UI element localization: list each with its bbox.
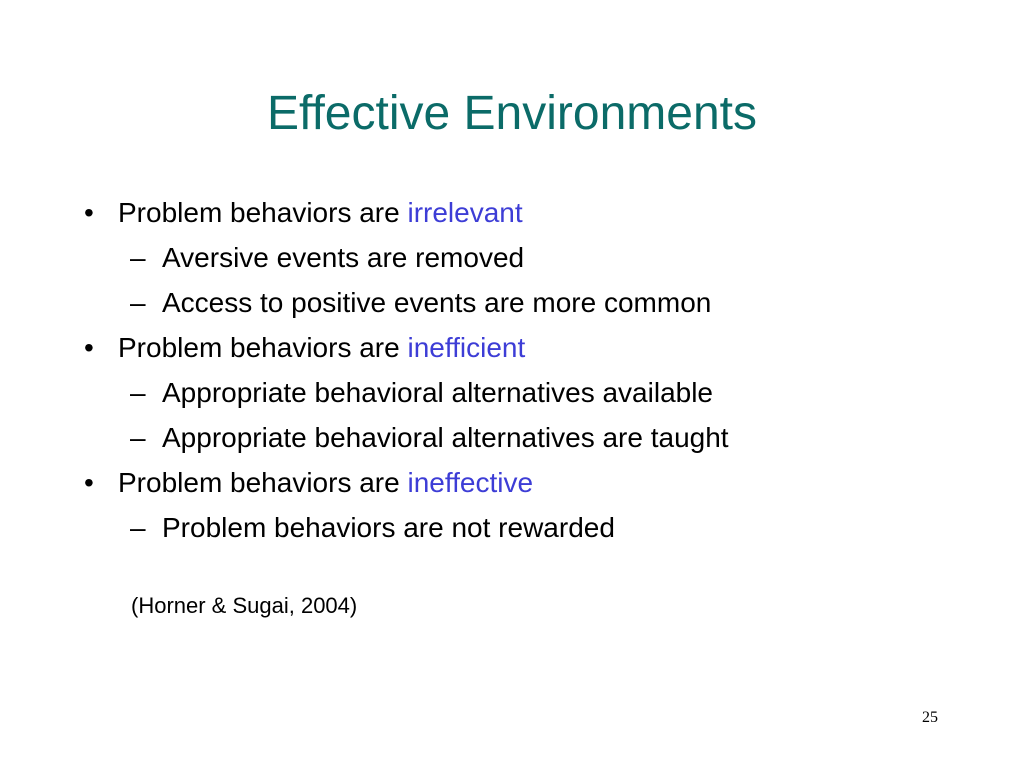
sub-bullet-marker: – [130, 422, 146, 453]
bullet-text: Problem behaviors are [118, 197, 408, 228]
sub-bullet-marker: – [130, 512, 146, 543]
sub-bullet-item: Aversive events are removed [162, 242, 525, 273]
sub-bullet-item: Access to positive events are more common [162, 287, 712, 318]
sub-bullet-item: Appropriate behavioral alternatives available [162, 377, 714, 408]
bullet-item [118, 466, 533, 500]
page-number: 25 [922, 709, 938, 726]
bullet-item [118, 331, 525, 365]
sub-bullet-marker: – [130, 287, 146, 318]
citation: (Horner & Sugai, 2004) [131, 593, 358, 618]
bullet-marker: • [84, 467, 94, 498]
bullet-highlight: ineffective [407, 467, 534, 498]
bullet-marker: • [84, 332, 94, 363]
bullet-text: Problem behaviors are [118, 332, 408, 363]
sub-bullet-marker: – [130, 377, 146, 408]
slide-title: Effective Environments [266, 87, 757, 140]
bullet-text: Problem behaviors are [118, 467, 408, 498]
sub-bullet-item: Appropriate behavioral alternatives are taught [162, 422, 729, 453]
bullet-marker: • [84, 197, 94, 228]
bullet-item [118, 196, 523, 230]
bullet-highlight: inefficient [407, 332, 526, 363]
sub-bullet-item: Problem behaviors are not rewarded [162, 512, 615, 543]
sub-bullet-marker: – [130, 242, 146, 273]
bullet-highlight: irrelevant [407, 197, 523, 228]
